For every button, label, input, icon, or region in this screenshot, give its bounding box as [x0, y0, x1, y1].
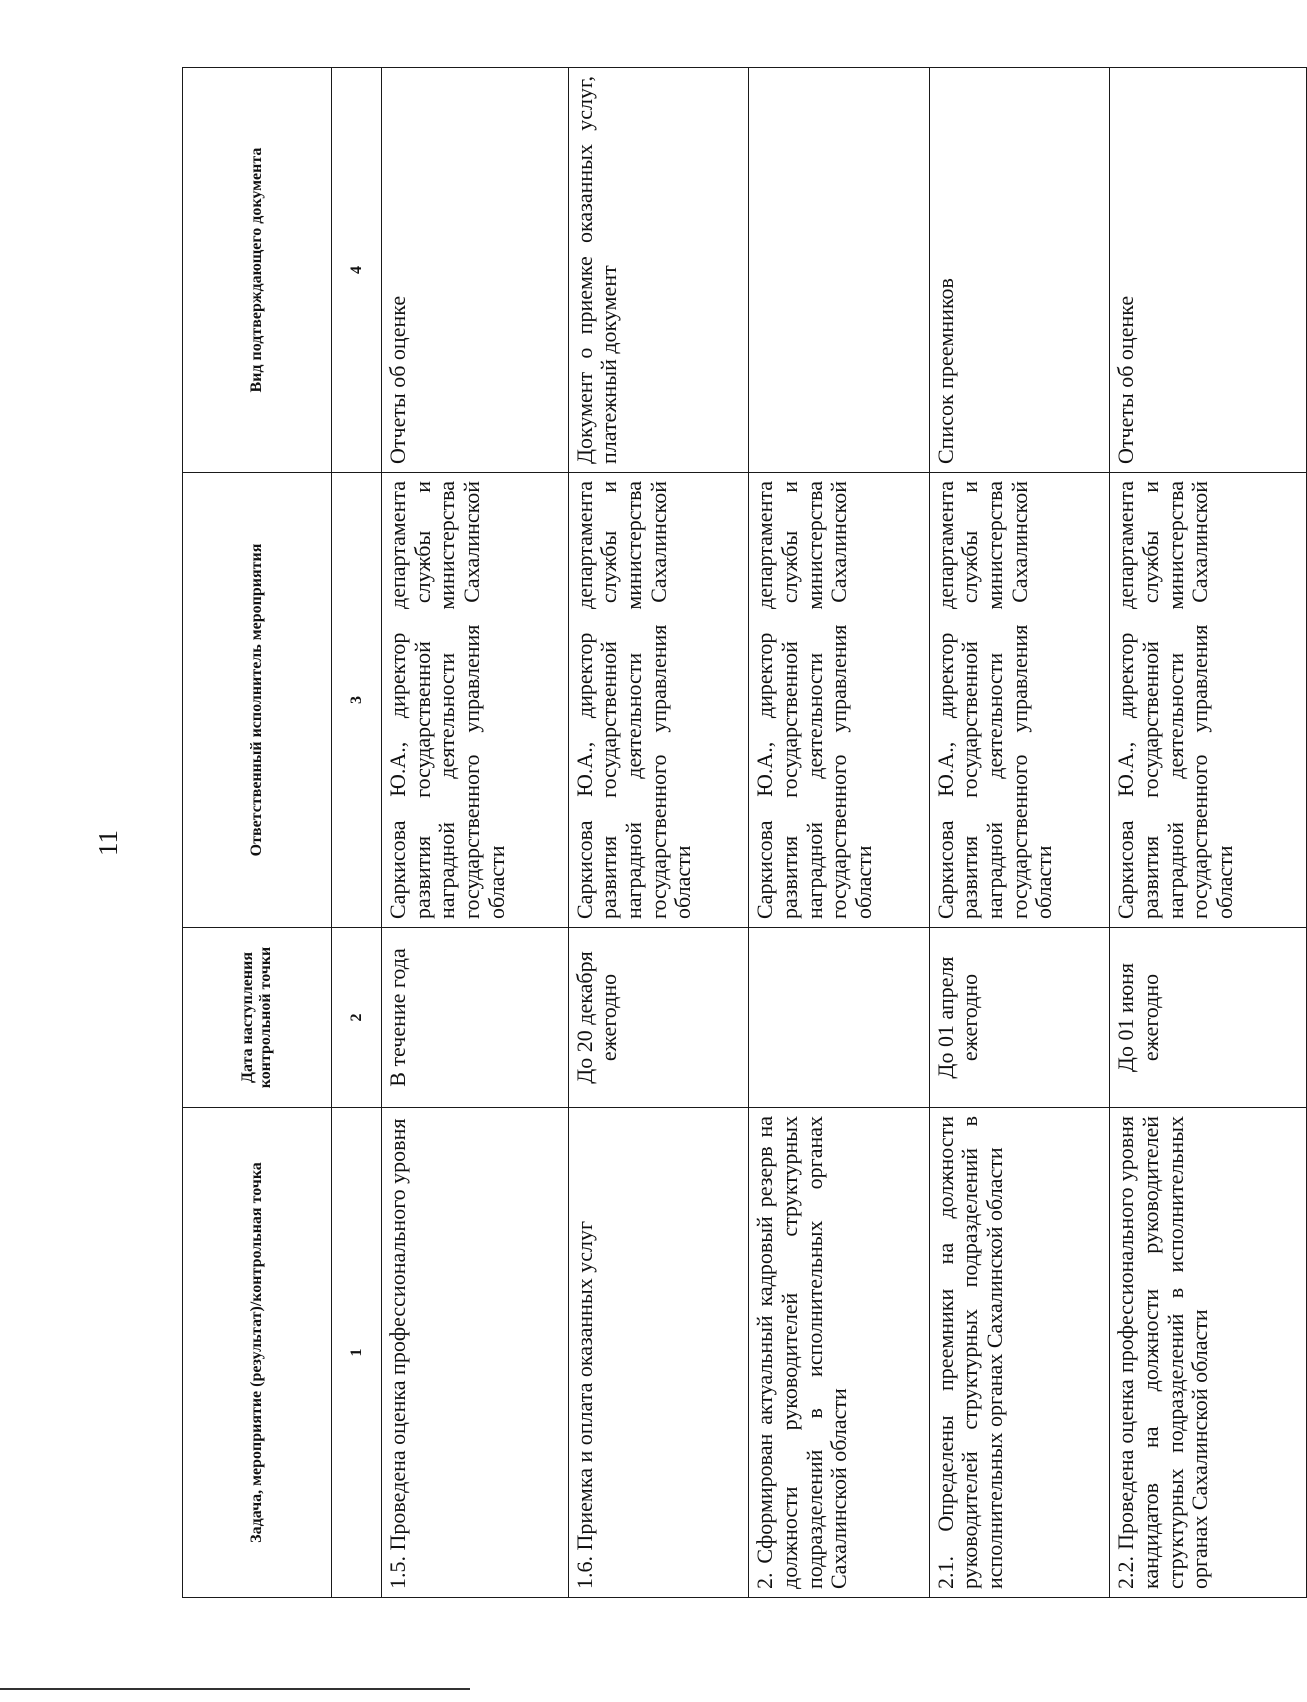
date-cell: До 20 декабря ежегодно [568, 928, 748, 1108]
date-cell [749, 928, 929, 1108]
table-row [568, 68, 748, 1598]
table-row [749, 68, 929, 1598]
plan-table [182, 67, 1307, 1598]
document-cell: Документ о приемке оказанных услуг, платежный документ [568, 68, 748, 473]
column-number: 1 [332, 1108, 382, 1598]
date-cell: До 01 апреля ежегодно [929, 928, 1109, 1108]
document-cell: Список преемников [929, 68, 1109, 473]
document-cell [749, 68, 929, 473]
responsible-cell: Саркисова Ю.А., директор департамента развития государственной службы и наградной деятельности министерства государственного управления Сахалинской области [568, 473, 748, 928]
column-number: 4 [332, 68, 382, 473]
task-cell: 2.1. Определены преемники на должности руководителей структурных подразделений в исполнительных органах Сахалинской области [929, 1108, 1109, 1598]
task-cell: 2. Сформирован актуальный кадровый резерв на должности руководителей структурных подразделений в исполнительных органах Сахалинской области [749, 1108, 929, 1598]
responsible-cell: Саркисова Ю.А., директор департамента развития государственной службы и наградной деятельности министерства государственного управления Сахалинской области [929, 473, 1109, 928]
document-cell: Отчеты об оценке [1110, 68, 1307, 473]
scan-edge-line [0, 1688, 470, 1690]
header-task: Задача, мероприятие (результат)/контрольная точка [183, 1108, 332, 1598]
plan-table-wrapper [182, 68, 1307, 1598]
page-number: 11 [93, 830, 123, 856]
column-number: 3 [332, 473, 382, 928]
task-cell: 1.5. Проведена оценка профессионального уровня [382, 1108, 569, 1598]
table-row [382, 68, 569, 1598]
date-cell: В течение года [382, 928, 569, 1108]
column-number-row [332, 68, 382, 1598]
task-cell: 2.2. Проведена оценка профессионального уровня кандидатов на должности руководителей структурных подразделений в исполнительных органах Сахалинской области [1110, 1108, 1307, 1598]
table-header-row [183, 68, 332, 1598]
responsible-cell: Саркисова Ю.А., директор департамента развития государственной службы и наградной деятельности министерства государственного управления Сахалинской области [1110, 473, 1307, 928]
header-document: Вид подтверждающего документа [183, 68, 332, 473]
date-cell: До 01 июня ежегодно [1110, 928, 1307, 1108]
header-responsible: Ответственный исполнитель мероприятия [183, 473, 332, 928]
table-row [929, 68, 1109, 1598]
responsible-cell: Саркисова Ю.А., директор департамента развития государственной службы и наградной деятельности министерства государственного управления Сахалинской области [382, 473, 569, 928]
task-cell: 1.6. Приемка и оплата оказанных услуг [568, 1108, 748, 1598]
table-row [1110, 68, 1307, 1598]
column-number: 2 [332, 928, 382, 1108]
responsible-cell: Саркисова Ю.А., директор департамента развития государственной службы и наградной деятельности министерства государственного управления Сахалинской области [749, 473, 929, 928]
document-cell: Отчеты об оценке [382, 68, 569, 473]
header-date: Дата наступления контрольной точки [183, 928, 332, 1108]
